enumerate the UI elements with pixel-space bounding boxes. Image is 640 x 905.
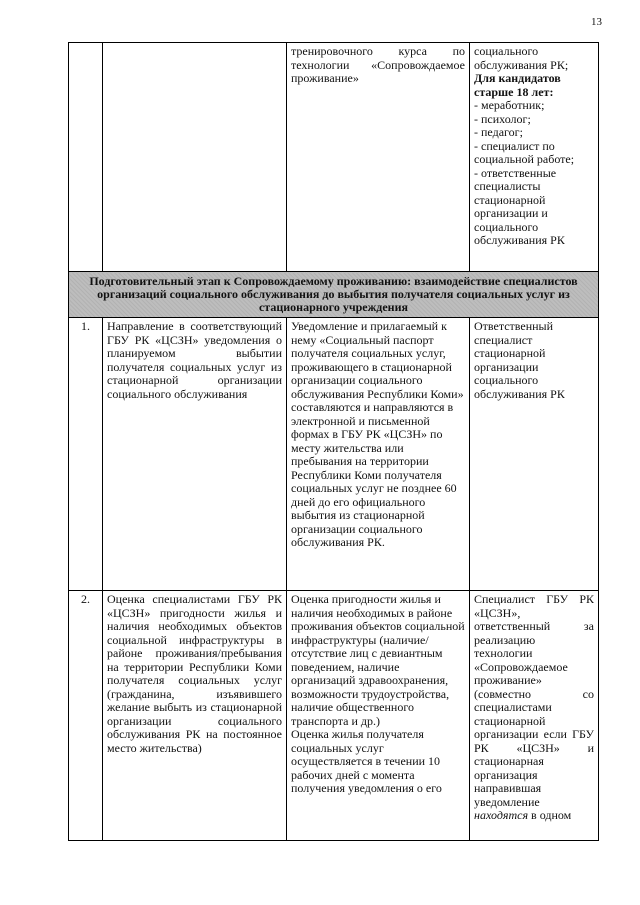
table-row bbox=[69, 591, 599, 841]
description-part-2: Оценка жилья получателя социальных услуг осуществляется в течении 10 рабочих дней с момента получения уведомления о его bbox=[291, 727, 442, 795]
section-header-row bbox=[69, 272, 599, 318]
row-number: 1. bbox=[69, 318, 103, 591]
cont-responsible-top: социального обслуживания РК; bbox=[474, 44, 569, 72]
table-row bbox=[69, 43, 599, 272]
list-item: - ответственные специалисты стационарной организации и социального обслуживания РК bbox=[474, 165, 565, 247]
cont-responsible-cell bbox=[470, 43, 599, 272]
description-part-1: Оценка пригодности жилья и наличия необходимых в районе проживания объектов социальной инфраструктуры (наличие/отсутствие лиц с девиантным поведением, наличие организаций здравоохранения, возможности трудоустройства, наличие общественного транспорта и др.) bbox=[291, 592, 465, 728]
action-cell: Направление в соответствующий ГБУ РК «ЦСЗН» уведомления о планируемом выбытии получателя социальных услуг из стационарной организации социального обслуживания bbox=[103, 318, 287, 591]
list-item: - специалист по социальной работе; bbox=[474, 138, 575, 166]
responsible-part-2: в одном bbox=[531, 808, 572, 822]
description-cell: Уведомление и прилагаемый к нему «Социальный паспорт получателя социальных услуг, проживающего в стационарной организации социального обслуживания Республики Коми» составляются и направляются в электронной и письменной формах в ГБУ РК «ЦСЗН» по месту жительства или пребывания на территории Республики Коми получателя социальных услуг не позднее 60 дней до его официального выбытия из стационарной организации социального обслуживания РК. bbox=[287, 318, 470, 591]
cont-description-cell: тренировочного курса по технологии «Сопровождаемое проживание» bbox=[287, 43, 470, 272]
table-row bbox=[69, 318, 599, 591]
responsible-cell: Ответственный специалист стационарной организации социального обслуживания РК bbox=[470, 318, 599, 591]
list-item: - психолог; bbox=[474, 111, 531, 126]
list-item: - педагог; bbox=[474, 125, 523, 139]
section-header: Подготовительный этап к Сопровождаемому проживанию: взаимодействие специалистов организаций социального обслуживания до выбытия получателя социальных услуг из стационарного учреждения bbox=[69, 272, 599, 318]
cont-num-cell bbox=[69, 43, 103, 272]
responsible-cell bbox=[470, 591, 599, 841]
responsible-emphasis: находятся bbox=[474, 808, 529, 822]
list-item: - меработник; bbox=[474, 98, 545, 112]
responsible-part-1: Специалист ГБУ РК «ЦСЗН», ответственный за реализацию технологии «Сопровождаемое проживание» (совместно со специалистами стационарной организации если ГБУ РК «ЦСЗН» и стационарная организация направившая уведомление bbox=[474, 592, 594, 809]
row-number: 2. bbox=[69, 591, 103, 841]
page-number: 13 bbox=[591, 16, 602, 28]
cont-action-cell bbox=[103, 43, 287, 272]
procedure-table bbox=[68, 42, 599, 841]
description-cell bbox=[287, 591, 470, 841]
candidates-heading: Для кандидатов старше 18 лет: bbox=[474, 71, 561, 99]
action-cell: Оценка специалистами ГБУ РК «ЦСЗН» пригодности жилья и наличия необходимых объектов социальной инфраструктуры в районе проживания/пребывания на территории Республики Коми получателя социальных услуг (гражданина, изъявившего желание выбыть из стационарной организации социального обслуживания РК на постоянное место жительства) bbox=[103, 591, 287, 841]
